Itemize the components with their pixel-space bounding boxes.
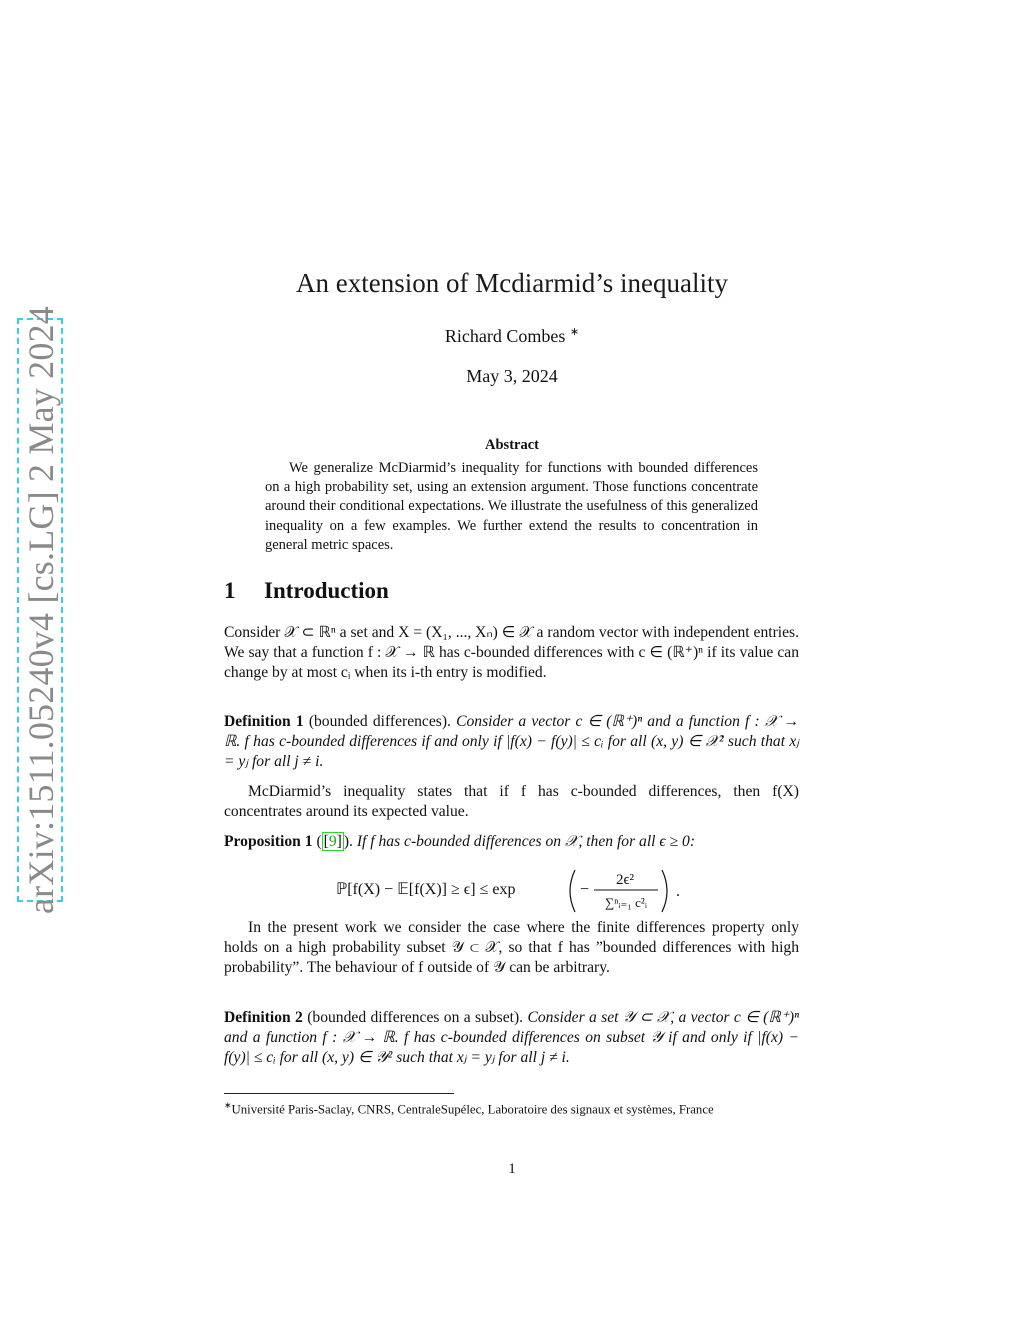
section-number: 1 xyxy=(224,578,236,603)
proposition-1: Proposition 1 ( [9] ). If f has c-bounded differences on 𝒳, then for all ϵ ≥ 0: xyxy=(224,833,696,850)
footnote xyxy=(224,1097,799,1118)
definition-1-text: Consider a vector c ∈ (ℝ⁺)ⁿ and a function f : 𝒳 → ℝ. f has c-bounded differences if and only if |f(x) − f(y)| ≤ cᵢ for all (x, y) ∈ 𝒳² such that xⱼ = yⱼ for all j ≠ i. xyxy=(224,713,799,770)
paper-title: An extension of Mcdiarmid’s inequality xyxy=(296,268,728,298)
definition-2-text: Consider a set 𝒴 ⊂ 𝒳, a vector c ∈ (ℝ⁺)ⁿ and a function f : 𝒳 → ℝ. f has c-bounded differences on subset 𝒴 if and only if |f(x) − f(y)| ≤ cᵢ for all (x, y) ∈ 𝒴² such that xⱼ = yⱼ for all j ≠ i. xyxy=(224,1009,800,1066)
svg-text:.: . xyxy=(676,883,680,900)
equation-denominator: ∑ⁿᵢ₌₁ c²ᵢ xyxy=(605,895,647,910)
definition-1-name: (bounded differences). xyxy=(308,713,451,730)
definition-1 xyxy=(224,712,799,771)
page-number: 1 xyxy=(508,1161,516,1177)
author-footnote-mark: ∗ xyxy=(569,326,580,338)
equation-numerator: 2ϵ² xyxy=(615,872,635,888)
proposition-1-text: If f has c-bounded differences on 𝒳, then for all ϵ ≥ 0: xyxy=(356,833,696,850)
definition-1-label: Definition 1 xyxy=(224,713,304,730)
footnote-rule xyxy=(224,1093,454,1094)
author-line xyxy=(0,326,1024,347)
section-title: Introduction xyxy=(264,578,389,603)
mcdiarmid-paragraph: McDiarmid’s inequality states that if f has c-bounded differences, then f(X) concentrates around its expected value. xyxy=(224,783,799,820)
citation-link[interactable]: [9] xyxy=(323,833,342,850)
section-heading xyxy=(224,578,389,604)
right-paren xyxy=(662,870,667,912)
proposition-1-label: Proposition 1 xyxy=(224,833,313,850)
definition-2-label: Definition 2 xyxy=(224,1009,303,1026)
present-work-paragraph: In the present work we consider the case where the finite differences property only holds on a high probability subset 𝒴 ⊂ 𝒳, so that f has ”bounded differences with high probability”. The behaviour of f outside of 𝒴 can be arbitrary. xyxy=(224,919,799,976)
footnote-text: Université Paris-Saclay, CNRS, CentraleSupélec, Laboratoire des signaux et systèmes, France xyxy=(231,1102,714,1117)
author-name: Richard Combes xyxy=(444,326,566,346)
arxiv-stamp: arXiv:1511.05240v4 [cs.LG] 2 May 2024 xyxy=(21,306,61,914)
abstract-text: We generalize McDiarmid’s inequality for functions with bounded differences on a high probability set, using an extension argument. Those functions concentrate around their conditional expectations. We illustrate the usefulness of this generalized inequality on a few examples. We further extend the results to concentration in general metric spaces. xyxy=(265,460,758,553)
paper-date: May 3, 2024 xyxy=(466,366,558,386)
mcdiarmid-equation xyxy=(0,862,1024,925)
equation-lhs: ℙ[f(X) − 𝔼[f(X)] ≥ ϵ] ≤ exp xyxy=(336,881,516,898)
svg-text:−: − xyxy=(580,881,590,898)
left-paren xyxy=(570,870,575,912)
abstract-heading: Abstract xyxy=(485,437,539,453)
footnote-mark: ∗ xyxy=(224,1100,232,1110)
equation-svg xyxy=(332,862,692,920)
definition-2 xyxy=(224,1008,799,1067)
intro-paragraph: Consider 𝒳 ⊂ ℝⁿ a set and X = (X₁, ..., Xₙ) ∈ 𝒳 a random vector with independent entries. We say that a function f : 𝒳 → ℝ has c-bounded differences with c ∈ (ℝ⁺)ⁿ if its value can change by at most cᵢ when its i-th entry is modified. xyxy=(224,624,799,681)
definition-2-name: (bounded differences on a subset). xyxy=(307,1009,524,1026)
